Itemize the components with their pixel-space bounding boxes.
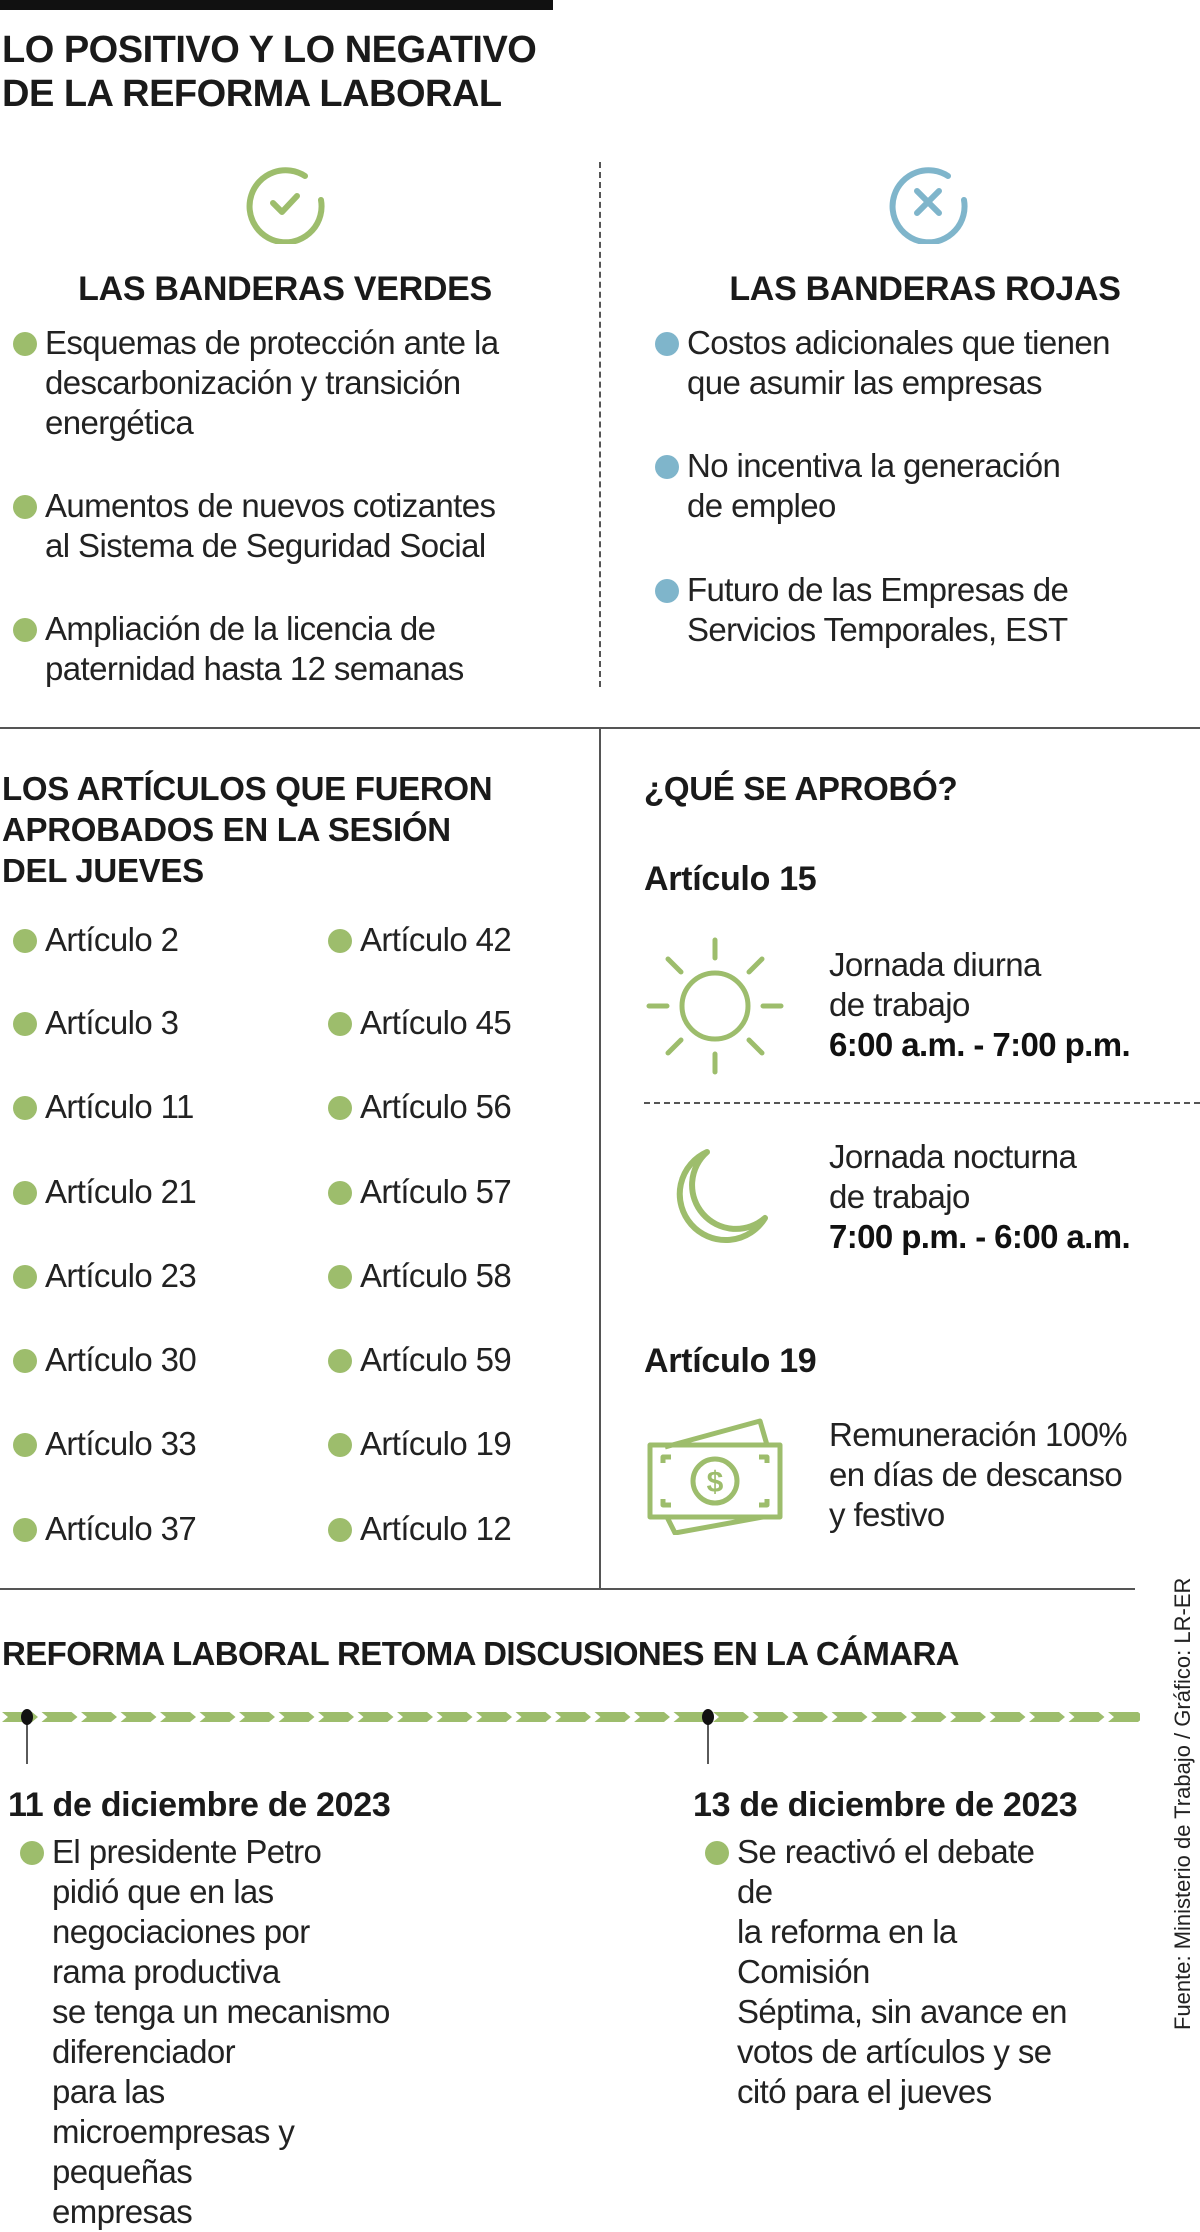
article-item xyxy=(360,1087,511,1127)
article-label: Artículo 23 xyxy=(45,1257,197,1294)
bullet-icon xyxy=(655,579,679,603)
article-item xyxy=(45,1172,196,1212)
red-flag-item xyxy=(687,446,1060,526)
timeline-event: 11 de diciembre de 2023 El presidente Petro pidió que en las negociaciones por rama productiva se tenga un mecanismo diferenciador para las microempresas y pequeñas empresas xyxy=(8,1786,391,2230)
article-label: Artículo 11 xyxy=(45,1088,194,1125)
item-line: No incentiva la generación xyxy=(687,447,1061,484)
title-line: LO POSITIVO Y LO NEGATIVO xyxy=(2,29,537,71)
item-line: al Sistema de Seguridad Social xyxy=(45,527,486,564)
bullet-icon xyxy=(705,1841,729,1865)
article-item xyxy=(45,1509,196,1549)
bullet-icon xyxy=(328,1012,352,1036)
articles-heading: LOS ARTÍCULOS QUE FUERON APROBADOS EN LA SESIÓN DEL JUEVES xyxy=(2,770,493,889)
item-line: Esquemas de protección ante la xyxy=(45,324,499,361)
bullet-icon xyxy=(13,1012,37,1036)
green-flag-item xyxy=(45,323,498,443)
event-date: 11 de diciembre de 2023 xyxy=(8,1786,391,1824)
bullet-icon xyxy=(328,929,352,953)
bullet-icon xyxy=(13,1518,37,1542)
bullet-icon xyxy=(328,1518,352,1542)
bullet-icon xyxy=(328,1096,352,1120)
bullet-icon xyxy=(20,1841,44,1865)
red-flag-item xyxy=(687,570,1068,650)
bullet-icon xyxy=(13,618,37,642)
bullet-icon xyxy=(13,1096,37,1120)
red-flags-heading: LAS BANDERAS ROJAS xyxy=(729,270,1121,308)
bullet-icon xyxy=(13,929,37,953)
article-label: Artículo 57 xyxy=(360,1173,512,1210)
green-flags-heading: LAS BANDERAS VERDES xyxy=(78,270,492,308)
svg-text:$: $ xyxy=(706,1466,724,1499)
article-item xyxy=(360,920,511,960)
item-line: Futuro de las Empresas de xyxy=(687,571,1069,608)
green-flag-item xyxy=(45,486,495,566)
article-label: Artículo 2 xyxy=(45,921,179,958)
moon-icon xyxy=(665,1148,775,1248)
bullet-icon xyxy=(13,1433,37,1457)
item-line: energética xyxy=(45,404,194,441)
item-line: de empleo xyxy=(687,487,836,524)
approved-heading: ¿QUÉ SE APROBÓ? xyxy=(644,770,958,807)
night-shift-hours: 7:00 p.m. - 6:00 a.m. xyxy=(829,1218,1131,1255)
bullet-icon xyxy=(328,1181,352,1205)
pay-text: Remuneración 100% en días de descanso y festivo xyxy=(829,1416,1127,1533)
timeline-marker xyxy=(702,1709,714,1725)
event-date: 13 de diciembre de 2023 xyxy=(693,1786,1078,1824)
article-label: Artículo 30 xyxy=(45,1341,197,1378)
bullet-icon xyxy=(328,1433,352,1457)
article-item xyxy=(360,1340,511,1380)
article-label: Artículo 42 xyxy=(360,921,512,958)
money-bill-icon xyxy=(645,1415,785,1535)
article-15-label: Artículo 15 xyxy=(644,860,817,898)
article-label: Artículo 59 xyxy=(360,1341,512,1378)
article-19-label: Artículo 19 xyxy=(644,1342,817,1380)
title-line: DE LA REFORMA LABORAL xyxy=(2,73,502,115)
article-label: Artículo 19 xyxy=(360,1425,512,1462)
article-item xyxy=(45,1424,196,1464)
article-item xyxy=(45,1003,178,1043)
bullet-icon xyxy=(655,332,679,356)
column-divider xyxy=(599,162,601,687)
article-label: Artículo 56 xyxy=(360,1088,512,1125)
green-flag-item xyxy=(45,609,464,689)
day-shift-hours: 6:00 a.m. - 7:00 p.m. xyxy=(829,1026,1131,1063)
article-item xyxy=(45,1256,196,1296)
article-label: Artículo 37 xyxy=(45,1510,197,1547)
top-rule xyxy=(0,0,553,10)
article-label: Artículo 12 xyxy=(360,1510,512,1547)
timeline-marker xyxy=(21,1709,33,1725)
page-title xyxy=(2,28,536,116)
day-shift-text: Jornada diurna de trabajo 6:00 a.m. - 7:00 p.m. xyxy=(829,946,1131,1063)
article-item xyxy=(360,1256,511,1296)
bullet-icon xyxy=(13,1349,37,1373)
item-line: descarbonización y transición xyxy=(45,364,461,401)
section-divider xyxy=(0,1588,1135,1590)
timeline-event: 13 de diciembre de 2023 Se reactivó el debate de la reforma en la Comisión Séptima, sin avance en votos de artículos y se citó para el jueves xyxy=(693,1786,1078,2110)
article-label: Artículo 58 xyxy=(360,1257,512,1294)
bullet-icon xyxy=(13,495,37,519)
bullet-icon xyxy=(13,332,37,356)
article-item xyxy=(360,1172,511,1212)
timeline-arrow-track xyxy=(0,1700,1140,1770)
item-line: que asumir las empresas xyxy=(687,364,1042,401)
article-item xyxy=(360,1509,511,1549)
bullet-icon xyxy=(655,455,679,479)
item-line: Aumentos de nuevos cotizantes xyxy=(45,487,496,524)
article-label: Artículo 3 xyxy=(45,1004,179,1041)
item-line: paternidad hasta 12 semanas xyxy=(45,650,464,687)
bullet-icon xyxy=(13,1181,37,1205)
night-shift-text: Jornada nocturna de trabajo 7:00 p.m. - 6:00 a.m. xyxy=(829,1138,1131,1255)
red-flag-item xyxy=(687,323,1110,403)
item-line: Servicios Temporales, EST xyxy=(687,611,1068,648)
item-line: Costos adicionales que tienen xyxy=(687,324,1110,361)
article-item xyxy=(360,1003,511,1043)
article-label: Artículo 45 xyxy=(360,1004,512,1041)
timeline-heading: REFORMA LABORAL RETOMA DISCUSIONES EN LA CÁMARA xyxy=(2,1635,959,1672)
bullet-icon xyxy=(13,1265,37,1289)
source-credit: Fuente: Ministerio de Trabajo / Gráfico: LR-ER xyxy=(1170,1577,1195,2030)
article-item xyxy=(45,920,178,960)
column-divider xyxy=(599,728,601,1589)
article-item xyxy=(45,1340,196,1380)
article-item xyxy=(45,1087,194,1127)
item-line: Ampliación de la licencia de xyxy=(45,610,436,647)
bullet-icon xyxy=(328,1265,352,1289)
dashed-divider xyxy=(644,1102,1200,1104)
article-label: Artículo 21 xyxy=(45,1173,197,1210)
check-circle-icon xyxy=(243,160,327,244)
article-item xyxy=(360,1424,511,1464)
article-label: Artículo 33 xyxy=(45,1425,197,1462)
x-circle-icon xyxy=(886,160,970,244)
sun-icon xyxy=(645,936,785,1076)
bullet-icon xyxy=(328,1349,352,1373)
